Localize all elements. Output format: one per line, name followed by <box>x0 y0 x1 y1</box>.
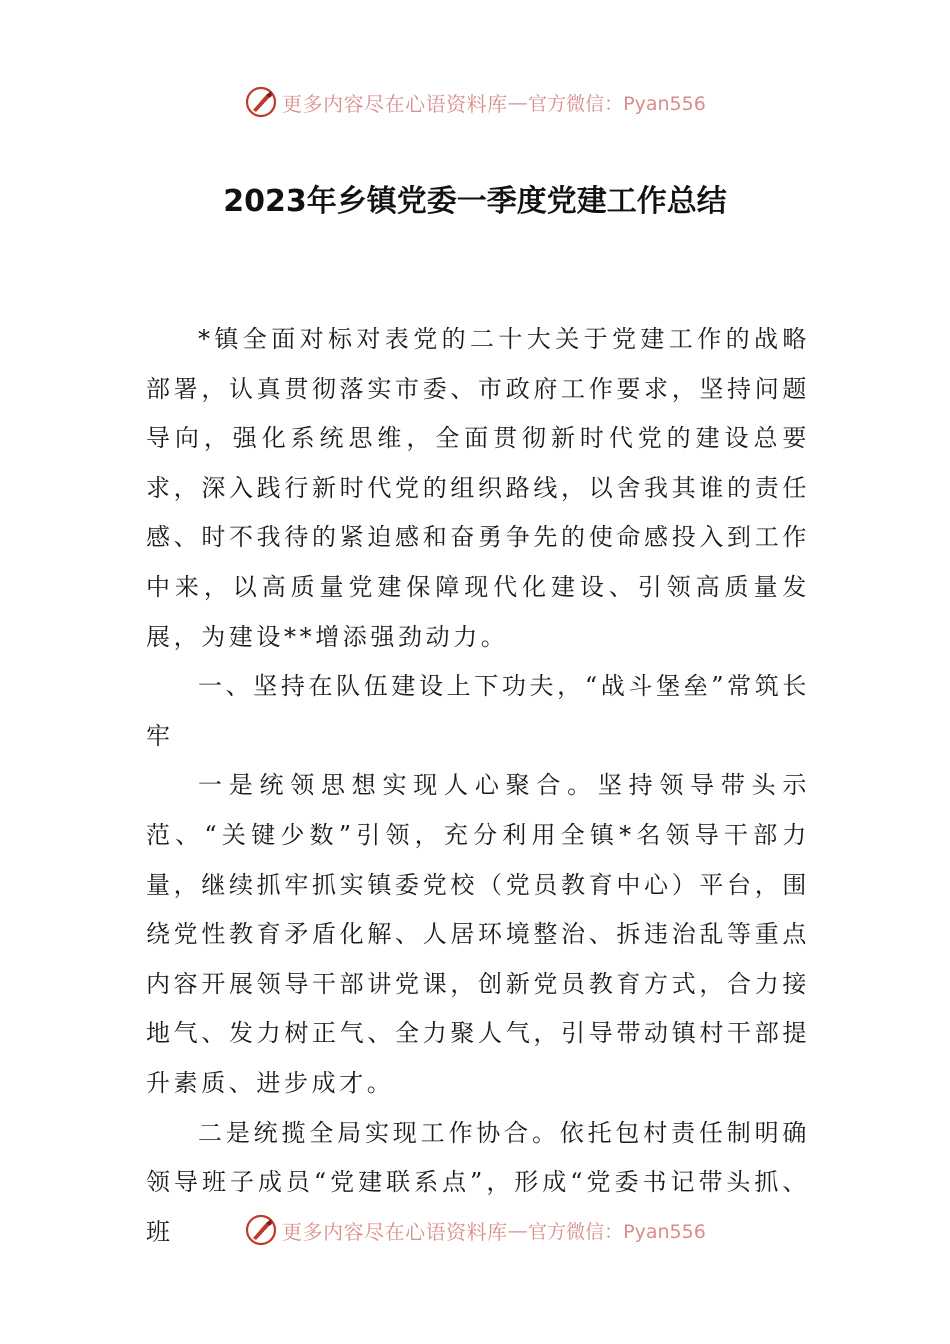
paragraph-point-1: 一是统领思想实现人心聚合。坚持领导带头示范、“关键少数”引领，充分利用全镇*名领导干部力量，继续抓牢抓实镇委党校（党员教育中心）平台，围绕党性教育矛盾化解、人居环境整治、拆违治乱等重点内容开展领导干部讲党课，创新党员教育方式，合力接地气、发力树正气、全力聚人气，引导带动镇村干部提升素质、进步成才。 <box>146 771 810 1097</box>
section-heading-1: 一、坚持在队伍建设上下功夫，“战斗堡垒”常筑长牢 <box>146 672 810 750</box>
footer-watermark <box>0 1212 950 1248</box>
pen-nib-circle-icon <box>244 85 278 119</box>
watermark-right-text: 官方微信：Pyan556 <box>528 92 706 115</box>
paragraph-point-2: 二是统揽全局实现工作协合。依托包村责任制明确领导班子成员“党建联系点”，形成“党委书记带头抓、班 <box>146 1118 810 1246</box>
watermark-dash: — <box>507 90 529 114</box>
watermark-right-text: 官方微信：Pyan556 <box>528 1220 706 1243</box>
document-body <box>146 315 810 1257</box>
pen-nib-circle-icon <box>244 1213 278 1247</box>
document-title: 2023年乡镇党委一季度党建工作总结 <box>223 184 727 219</box>
watermark-left-text: 更多内容尽在心语资料库 <box>282 1219 508 1244</box>
watermark-dash: — <box>507 1218 529 1242</box>
paragraph-intro: *镇全面对标对表党的二十大关于党建工作的战略部署，认真贯彻落实市委、市政府工作要求，坚持问题导向，强化系统思维，全面贯彻新时代党的建设总要求，深入践行新时代党的组织路线，以舍我其谁的责任感、时不我待的紧迫感和奋勇争先的使命感投入到工作中来，以高质量党建保障现代化建设、引领高质量发展，为建设**增添强劲动力。 <box>146 325 810 651</box>
header-watermark <box>0 84 950 120</box>
watermark-left-text: 更多内容尽在心语资料库 <box>282 91 508 116</box>
